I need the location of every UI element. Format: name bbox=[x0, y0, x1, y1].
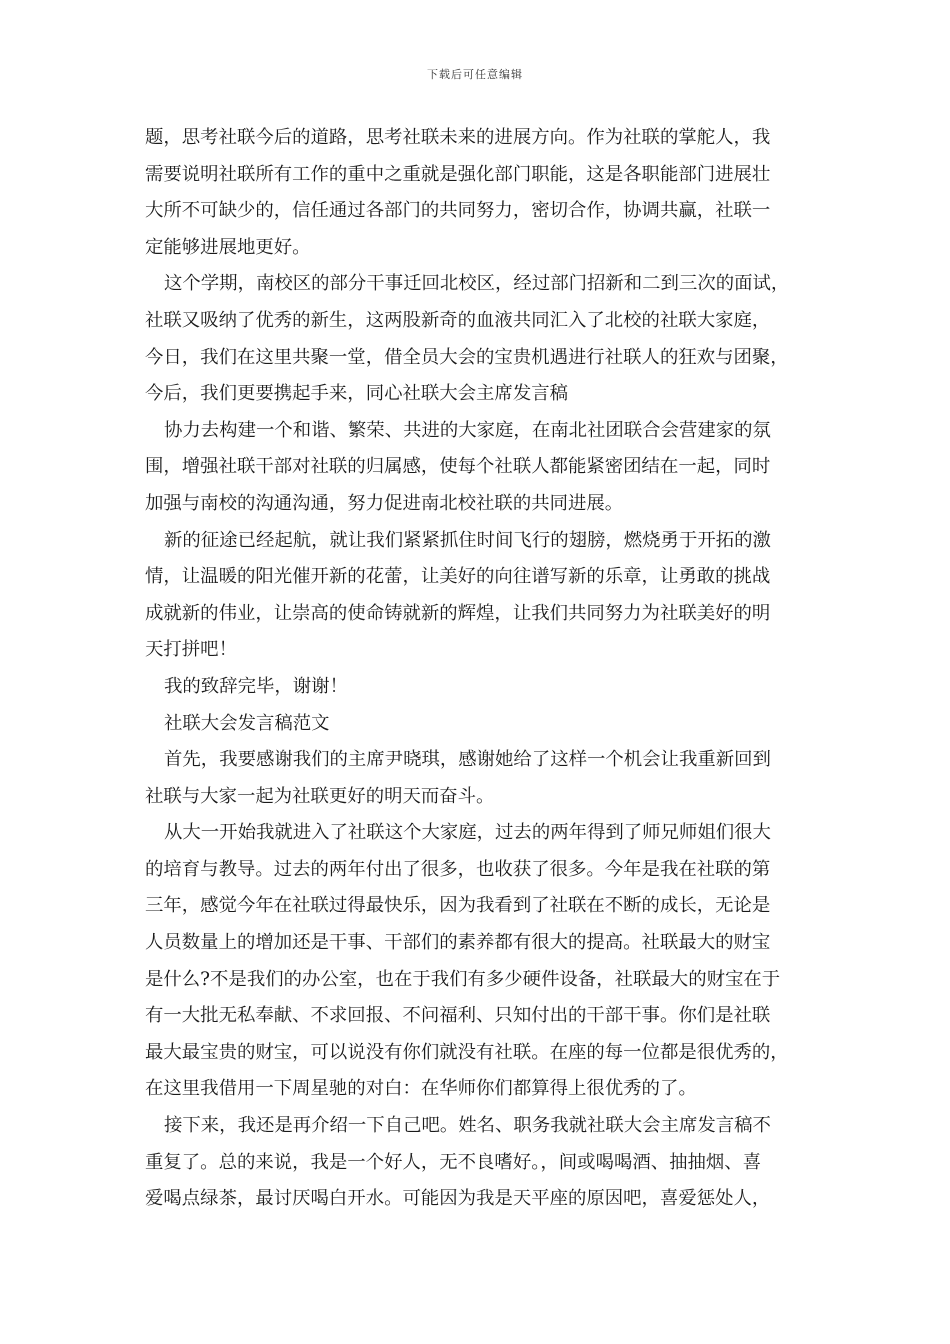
paragraph bbox=[145, 1108, 810, 1218]
text-line: 三年，感觉今年在社联过得最快乐，因为我看到了社联在不断的成长，无论是 bbox=[145, 895, 771, 917]
text-line: 成就新的伟业，让崇高的使命铸就新的辉煌，让我们共同努力为社联美好的明 bbox=[145, 602, 771, 624]
text-line: 今后，我们更要携起手来，同心社联大会主席发言稿 bbox=[145, 383, 568, 405]
text-line: 最大最宝贵的财宝，可以说没有你们就没有社联。在座的每一位都是很优秀的， bbox=[145, 1041, 789, 1063]
paragraph bbox=[145, 742, 810, 815]
text-line: 协力去构建一个和谐、繁荣、共进的大家庭，在南北社团联合会营建家的氛 bbox=[164, 419, 771, 441]
page-header-note: 下载后可任意编辑 bbox=[427, 68, 523, 81]
text-line: 大所不可缺少的，信任通过各部门的共同努力，密切合作，协调共赢，社联一 bbox=[145, 200, 771, 222]
text-line: 重复了。总的来说，我是一个好人，无不良嗜好。，间或喝喝酒、抽抽烟、喜 bbox=[145, 1151, 762, 1173]
text-line: 需要说明社联所有工作的重中之重就是强化部门职能，这是各职能部门进展壮 bbox=[145, 163, 771, 185]
text-line: 加强与南校的沟通沟通，努力促进南北校社联的共同进展。 bbox=[145, 492, 624, 514]
text-line: 社联大会发言稿范文 bbox=[164, 712, 330, 734]
text-line: 有一大批无私奉献、不求回报、不问福利、只知付出的干部干事。你们是社联 bbox=[145, 1005, 771, 1027]
paragraph bbox=[145, 815, 810, 1108]
paragraph bbox=[145, 413, 810, 523]
text-line: 情，让温暖的阳光催开新的花蕾，让美好的向往谱写新的乐章，让勇敢的挑战 bbox=[145, 566, 771, 588]
text-line: 社联与大家一起为社联更好的明天而奋斗。 bbox=[145, 785, 495, 807]
text-line: 爱喝点绿茶，最讨厌喝白开水。可能因为我是天平座的原因吧，喜爱惩处人， bbox=[145, 1188, 771, 1210]
paragraph bbox=[145, 523, 810, 669]
section-heading bbox=[145, 706, 810, 743]
text-line: 的培育与教导。过去的两年付出了很多，也收获了很多。今年是我在社联的第 bbox=[145, 858, 771, 880]
text-line: 题，思考社联今后的道路，思考社联未来的进展方向。作为社联的掌舵人，我 bbox=[145, 127, 771, 148]
text-line: 今日，我们在这里共聚一堂，借全员大会的宝贵机遇进行社联人的狂欢与团聚， bbox=[145, 346, 789, 368]
text-line: 接下来，我还是再介绍一下自己吧。姓名、职务我就社联大会主席发言稿不 bbox=[164, 1115, 771, 1137]
text-line: 首先，我要感谢我们的主席尹晓琪，感谢她给了这样一个机会让我重新回到 bbox=[164, 749, 771, 771]
text-line: 围，增强社联干部对社联的归属感，使每个社联人都能紧密团结在一起，同时 bbox=[145, 456, 771, 478]
text-line: 新的征途已经起航，就让我们紧紧抓住时间飞行的翅膀，燃烧勇于开拓的激 bbox=[164, 529, 771, 551]
paragraph bbox=[145, 669, 810, 706]
text-line: 人员数量上的增加还是干事、干部们的素养都有很大的提高。社联最大的财宝 bbox=[145, 932, 771, 954]
text-line: 天打拼吧！ bbox=[145, 639, 237, 661]
document-body bbox=[145, 120, 810, 1218]
text-line: 在这里我借用一下周星驰的对白：在华师你们都算得上很优秀的了。 bbox=[145, 1078, 697, 1100]
text-line: 是什么?不是我们的办公室，也在于我们有多少硬件设备，社联最大的财宝在于 bbox=[145, 968, 781, 990]
text-line: 这个学期，南校区的部分干事迁回北校区，经过部门招新和二到三次的面试， bbox=[164, 273, 790, 295]
paragraph bbox=[145, 120, 810, 266]
text-line: 我的致辞完毕，谢谢！ bbox=[164, 675, 348, 697]
text-line: 定能够进展地更好。 bbox=[145, 236, 311, 258]
text-line: 社联又吸纳了优秀的新生，这两股新奇的血液共同汇入了北校的社联大家庭， bbox=[145, 309, 771, 331]
text-line: 从大一开始我就进入了社联这个大家庭，过去的两年得到了师兄师姐们很大 bbox=[164, 822, 771, 844]
paragraph bbox=[145, 266, 810, 412]
